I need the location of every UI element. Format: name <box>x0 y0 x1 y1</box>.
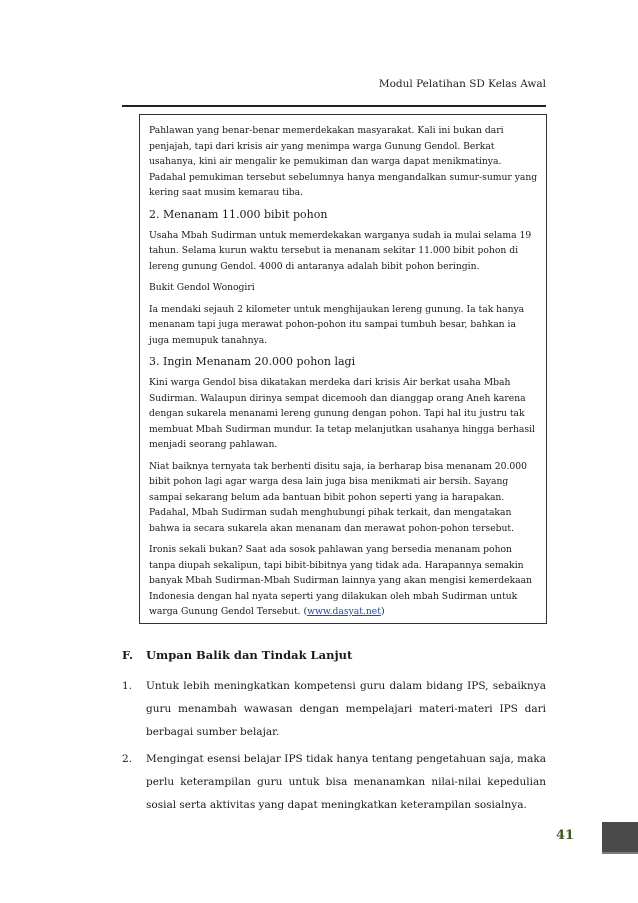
list-item-text: Mengingat esensi belajar IPS tidak hanya tentang pengetahuan saja, maka perlu keterampilan guru untuk bisa menanamkan nilai-nilai kepedulian sosial serta aktivitas yang dapat meningkatkan keterampilan sosialnya. <box>146 753 546 811</box>
subheading-menanam-20000: 3. Ingin Menanam 20.000 pohon lagi <box>149 355 356 368</box>
place-label: Bukit Gendol Wonogiri <box>149 282 255 293</box>
list-item <box>122 675 546 744</box>
paragraph-2b: Ia mendaki sejauh 2 kilometer untuk menghijaukan lereng gunung. Ia tak hanya menanam tapi juga merawat pohon-pohon itu sampai tumbuh besar, bahkan ia juga memupuk tanahnya. <box>149 303 525 346</box>
header-rule <box>122 105 546 107</box>
page-tab-rule <box>602 852 638 854</box>
list-item-number: 2. <box>122 753 133 765</box>
paragraph-2a: Usaha Mbah Sudirman untuk memerdekakan warganya sudah ia mulai selama 19 tahun. Selama kurun waktu tersebut ia menanam sekitar 11.000 bibit pohon di lereng gunung Gendol. 4000 di antaranya adalah bibit pohon beringin. <box>149 229 532 272</box>
paragraph-3c-text: Ironis sekali bukan? Saat ada sosok pahlawan yang bersedia menanam pohon tanpa diupah sekalipun, tapi bibit-bibitnya yang tidak ada. Harapannya semakin banyak Mbah Sudirman-Mbah Sudirman lainnya yang akan mengisi kemerdekaan Indonesia dengan hal nyata seperti yang dilakukan oleh mbah Sudirman untuk warga Gunung Gendol Tersebut. ( <box>149 544 533 617</box>
section-f-heading <box>122 648 546 662</box>
subheading-menanam-11000: 2. Menanam 11.000 bibit pohon <box>149 207 328 221</box>
running-header: Modul Pelatihan SD Kelas Awal <box>378 78 546 90</box>
section-title: Umpan Balik dan Tindak Lanjut <box>146 648 353 662</box>
section-number: F. <box>122 648 134 662</box>
intro-paragraph: Pahlawan yang benar-benar memerdekakan masyarakat. Kali ini bukan dari penjajah, tapi dari krisis air yang menimpa warga Gunung Gendol. Berkat usahanya, kini air mengalir ke pemukiman dan warga dapat menikmatinya. Padahal pemukiman tersebut sebelumnya hanya mengandalkan sumur-sumur yang kering saat musim kemarau tiba. <box>149 125 538 198</box>
list-item-text: Untuk lebih meningkatkan kompetensi guru dalam bidang IPS, sebaiknya guru menambah wawasan dengan mempelajari materi-materi IPS dari berbagai sumber belajar. <box>146 680 546 738</box>
feedback-list <box>122 675 546 821</box>
page-number: 41 <box>556 828 575 843</box>
list-item-number: 1. <box>122 680 133 692</box>
story-box <box>139 114 547 624</box>
list-item <box>122 748 546 817</box>
source-link[interactable]: www.dasyat.net <box>307 606 381 617</box>
page-tab <box>602 822 638 852</box>
paragraph-3c-close: ) <box>380 606 385 617</box>
paragraph-3c <box>149 542 538 620</box>
paragraph-3a: Kini warga Gendol bisa dikatakan merdeka dari krisis Air berkat usaha Mbah Sudirman. Walaupun dirinya sempat dicemooh dan dianggap orang Aneh karena dengan sukarela menanami lereng gunung dengan pohon. Tapi hal itu justru tak membuat Mbah Sudirman mundur. Ia tetap melanjutkan usahanya hingga berhasil menjadi seorang pahlawan. <box>149 377 535 450</box>
paragraph-3b: Niat baiknya ternyata tak berhenti disitu saja, ia berharap bisa menanam 20.000 bibit pohon lagi agar warga desa lain juga bisa menikmati air bersih. Sayang sampai sekarang belum ada bantuan bibit pohon seperti yang ia harapakan. Padahal, Mbah Sudirman sudah menghubungi pihak terkait, dan mengatakan bahwa ia secara sukarela akan menanam dan merawat pohon-pohon tersebut. <box>149 460 527 534</box>
